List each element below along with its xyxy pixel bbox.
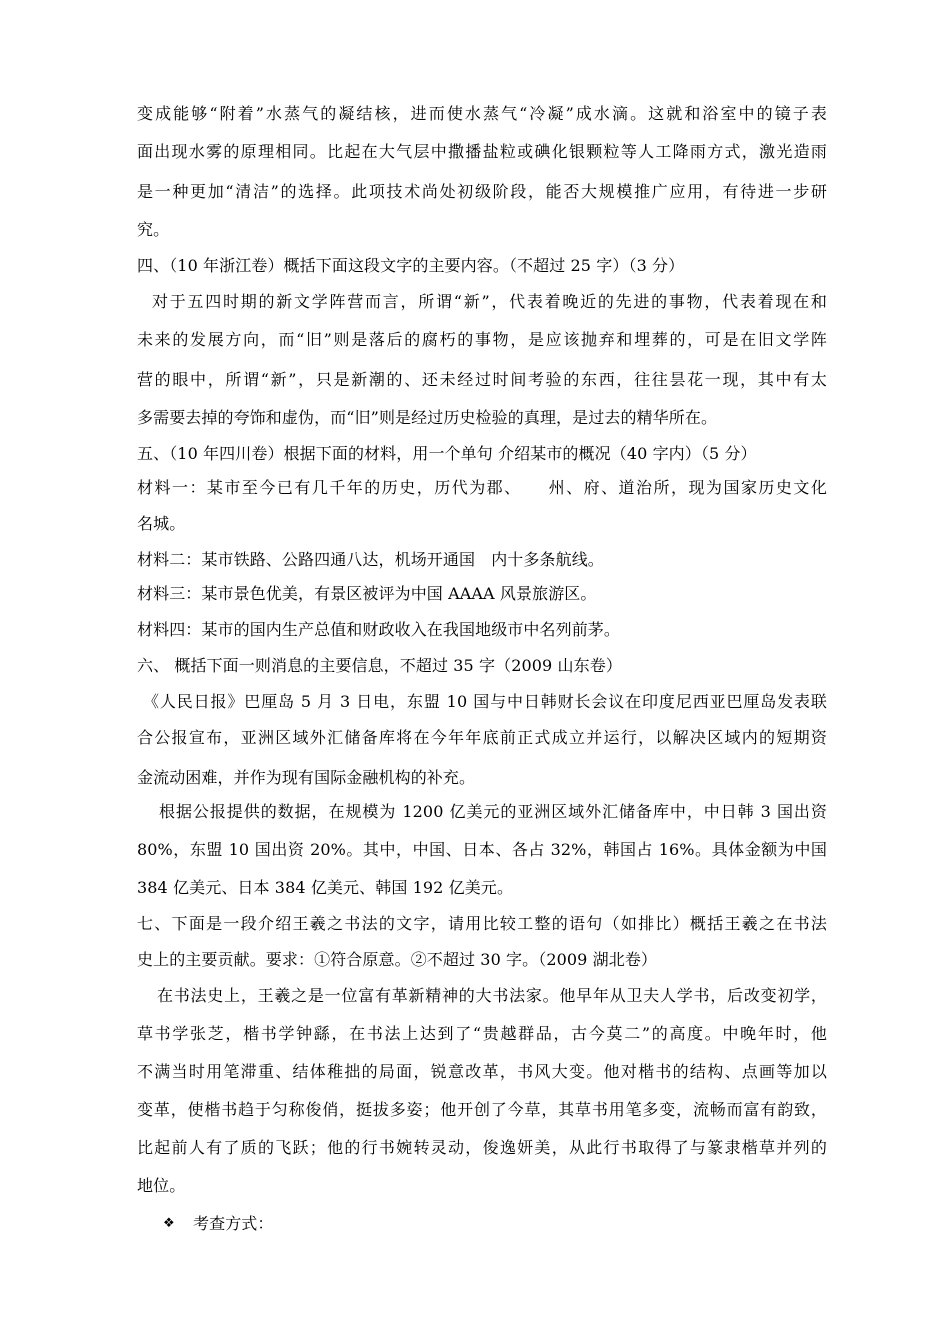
text-line: 不满当时用笔滞重、结体稚拙的局面，锐意改革，书风大变。他对楷书的结构、点画等加以 xyxy=(137,1062,827,1081)
text-line: 面出现水雾的原理相同。比起在大气层中撒播盐粒或碘化银颗粒等人工降雨方式，激光造雨 xyxy=(137,142,827,161)
text-line: 究。 xyxy=(137,220,170,239)
text-line: 材料三：某市景色优美，有景区被评为中国 AAAA 风景旅游区。 xyxy=(137,584,597,603)
text-line: 《人民日报》巴厘岛 5 月 3 日电，东盟 10 国与中日韩财长会议在印度尼西亚巴厘岛发表联 xyxy=(143,692,827,711)
text-line: 合公报宣布，亚洲区域外汇储备库将在今年年底前正式成立并运行，以解决区域内的短期资 xyxy=(137,728,827,747)
text-line: 比起前人有了质的飞跃；他的行书婉转灵动，俊逸妍美，从此行书取得了与篆隶楷草并列的 xyxy=(137,1138,827,1157)
text-line: 对于五四时期的新文学阵营而言，所谓“新”，代表着晚近的先进的事物，代表着现在和 xyxy=(152,292,827,311)
diamond-bullet-icon: ❖ xyxy=(163,1216,175,1231)
text-line: 四、（10 年浙江卷）概括下面这段文字的主要内容。（不超过 25 字）（3 分） xyxy=(137,256,685,275)
text-line: 草书学张芝，楷书学钟繇，在书法上达到了“贵越群品，古今莫二”的高度。中晚年时，他 xyxy=(137,1024,827,1043)
text-line: 材料一：某市至今已有几千年的历史，历代为郡、 州、府、道治所，现为国家历史文化 xyxy=(137,478,827,497)
text-line: 材料四：某市的国内生产总值和财政收入在我国地级市中名列前茅。 xyxy=(137,620,621,639)
text-line: 变成能够“附着”水蒸气的凝结核，进而使水蒸气“冷凝”成水滴。这就和浴室中的镜子表 xyxy=(137,104,827,123)
text-line: 变革，使楷书趋于匀称俊俏，挺拔多姿；他开创了今草，其草书用笔多变，流畅而富有韵致， xyxy=(137,1100,827,1119)
text-line: 五、（10 年四川卷）根据下面的材料，用一个单句 介绍某市的概况（40 字内）（5 分） xyxy=(137,444,757,463)
text-line: 根据公报提供的数据，在规模为 1200 亿美元的亚洲区域外汇储备库中，中日韩 3 国出资 xyxy=(159,802,827,821)
text-line: 384 亿美元、日本 384 亿美元、韩国 192 亿美元。 xyxy=(137,878,514,897)
text-line: 未来的发展方向，而“旧”则是落后的腐朽的事物，是应该抛弃和埋葬的，可是在旧文学阵 xyxy=(137,330,827,349)
text-line: 是一种更加“清洁”的选择。此项技术尚处初级阶段，能否大规模推广应用，有待进一步研 xyxy=(137,182,827,201)
text-line: 六、 概括下面一则消息的主要信息，不超过 35 字（2009 山东卷） xyxy=(137,656,622,675)
text-line: 七、下面是一段介绍王羲之书法的文字，请用比较工整的语句（如排比）概括王羲之在书法 xyxy=(137,914,827,933)
text-line: 营的眼中，所谓“新”，只是新潮的、还未经过时间考验的东西，往往昙花一现，其中有太 xyxy=(137,370,827,389)
text-line: 地位。 xyxy=(137,1176,186,1195)
text-line: 材料二：某市铁路、公路四通八达，机场开通国 内十多条航线。 xyxy=(137,550,604,569)
text-line: 名城。 xyxy=(137,514,186,533)
text-line: 金流动困难，并作为现有国际金融机构的补充。 xyxy=(137,768,476,787)
text-line: 80%，东盟 10 国出资 20%。其中，中国、日本、各占 32%，韩国占 16%。具体金额为中国 xyxy=(137,840,827,859)
text-line: 多需要去掉的夸饰和虚伪，而“旧”则是经过历史检验的真理，是过去的精华所在。 xyxy=(137,408,718,427)
text-line: 在书法史上，王羲之是一位富有革新精神的大书法家。他早年从卫夫人学书，后改变初学， xyxy=(157,986,827,1005)
bullet-heading: 考查方式： xyxy=(193,1214,274,1233)
text-line: 史上的主要贡献。要求：①符合原意。②不超过 30 字。（2009 湖北卷） xyxy=(137,950,658,969)
